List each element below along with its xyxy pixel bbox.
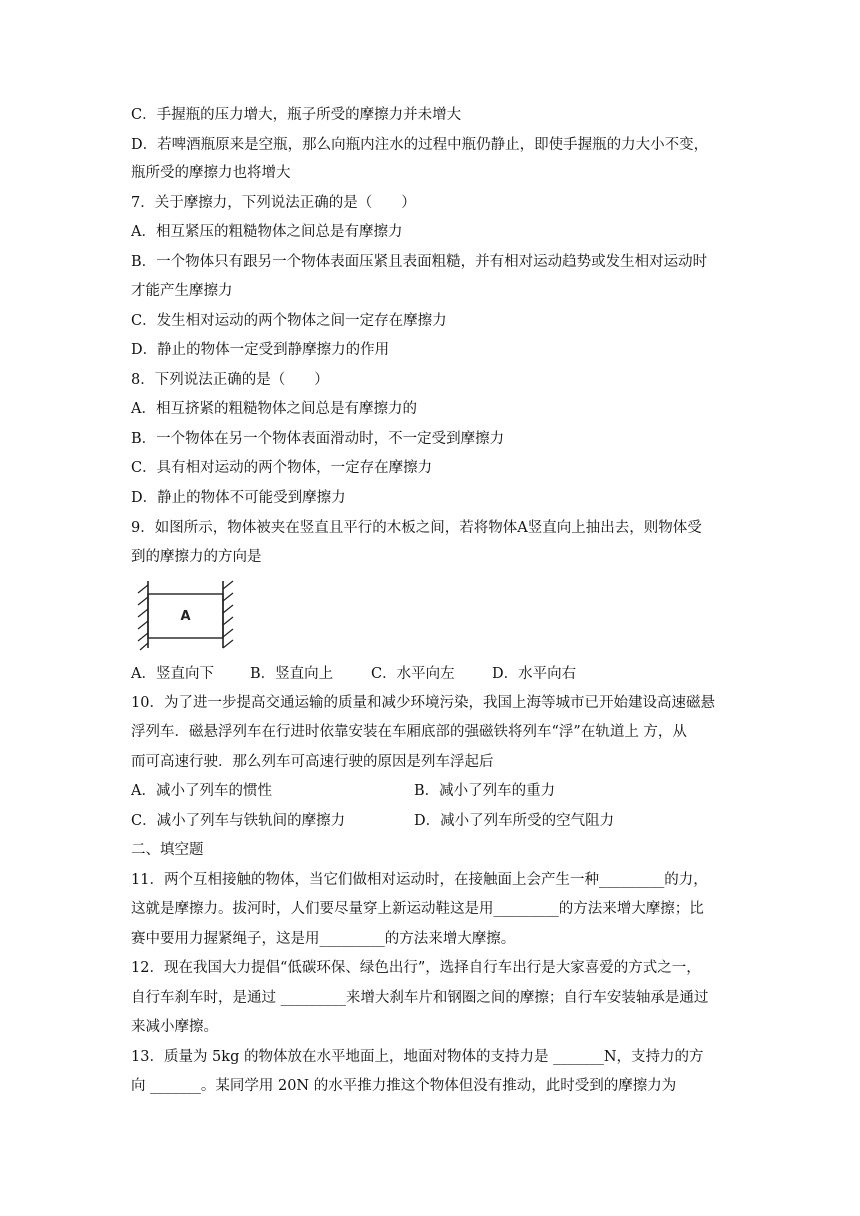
q10-option-d: D．减小了列车所受的空气阻力 bbox=[414, 813, 615, 829]
block-between-boards-figure bbox=[131, 577, 241, 652]
text-line: 来减小摩擦。 bbox=[131, 1019, 218, 1035]
question-9-stem: 9．如图所示，物体被夹在竖直且平行的木板之间，若将物体A竖直向上抽出去，则物体受 bbox=[131, 520, 702, 536]
text-line: D．静止的物体一定受到静摩擦力的作用 bbox=[131, 342, 390, 358]
q10-option-a: A．减小了列车的惯性 bbox=[131, 783, 272, 799]
text-line: 到的摩擦力的方向是 bbox=[131, 549, 262, 565]
text-line: D．静止的物体不可能受到摩擦力 bbox=[131, 490, 346, 506]
text-line: B．一个物体在另一个物体表面滑动时，不一定受到摩擦力 bbox=[131, 431, 505, 447]
text-line: D．若啤酒瓶原来是空瓶，那么向瓶内注水的过程中瓶仍静止，即使手握瓶的力大小不变， bbox=[131, 137, 709, 153]
text-line: A．相互紧压的粗糙物体之间总是有摩擦力 bbox=[131, 224, 403, 240]
text-line: C．发生相对运动的两个物体之间一定存在摩擦力 bbox=[131, 313, 447, 329]
text-line: 瓶所受的摩擦力也将增大 bbox=[131, 165, 291, 181]
text-line: 赛中要用力握紧绳子，这是用_________的方法来增大摩擦。 bbox=[131, 931, 516, 947]
text-line: 向 _______。某同学用 20N 的水平推力推这个物体但没有推动，此时受到的摩擦力为 bbox=[131, 1078, 677, 1094]
question-12-stem: 12．现在我国大力提倡“低碳环保、绿色出行”，选择自行车出行是大家喜爱的方式之一， bbox=[131, 960, 701, 976]
question-13-stem: 13．质量为 5kg 的物体放在水平地面上，地面对物体的支持力是 _______N，支持力的方 bbox=[131, 1049, 704, 1065]
text-line: C．具有相对运动的两个物体，一定存在摩擦力 bbox=[131, 460, 433, 476]
question-10-stem: 10．为了进一步提高交通运输的质量和减少环境污染，我国上海等城市已开始建设高速磁悬 bbox=[131, 695, 715, 711]
q9-option-a: A．竖直向下 bbox=[131, 666, 214, 682]
text-line: C．手握瓶的压力增大，瓶子所受的摩擦力并未增大 bbox=[131, 107, 462, 123]
question-8-stem: 8．下列说法正确的是（ ） bbox=[131, 372, 329, 388]
question-11-stem: 11．两个互相接触的物体，当它们做相对运动时，在接触面上会产生一种_________的力， bbox=[131, 872, 708, 888]
text-line: 浮列车．磁悬浮列车在行进时依靠安装在车厢底部的强磁铁将列车“浮”在轨道上 方，从 bbox=[131, 724, 687, 740]
q9-option-d: D．水平向右 bbox=[492, 666, 577, 682]
text-line: 才能产生摩擦力 bbox=[131, 283, 233, 299]
q9-option-b: B．竖直向上 bbox=[250, 666, 334, 682]
text-line: 而可高速行驶．那么列车可高速行驶的原因是列车浮起后 bbox=[131, 754, 494, 770]
q10-option-b: B．减小了列车的重力 bbox=[414, 783, 556, 799]
section-heading: 二、填空题 bbox=[131, 842, 204, 858]
text-line: 这就是摩擦力。拔河时，人们要尽量穿上新运动鞋这是用_________的方法来增大摩擦；比 bbox=[131, 901, 704, 917]
text-line: A．相互挤紧的粗糙物体之间总是有摩擦力的 bbox=[131, 401, 417, 417]
block-label: A bbox=[180, 609, 191, 624]
question-7-stem: 7．关于摩擦力，下列说法正确的是（ ） bbox=[131, 195, 416, 211]
q10-option-c: C．减小了列车与铁轨间的摩擦力 bbox=[131, 813, 346, 829]
text-line: B．一个物体只有跟另一个物体表面压紧且表面粗糙，并有相对运动趋势或发生相对运动时 bbox=[131, 254, 708, 270]
q9-option-c: C．水平向左 bbox=[371, 666, 455, 682]
text-line: 自行车刹车时，是通过 _________来增大刹车片和钢圈之间的摩擦；自行车安装轴承是通过 bbox=[131, 990, 709, 1006]
